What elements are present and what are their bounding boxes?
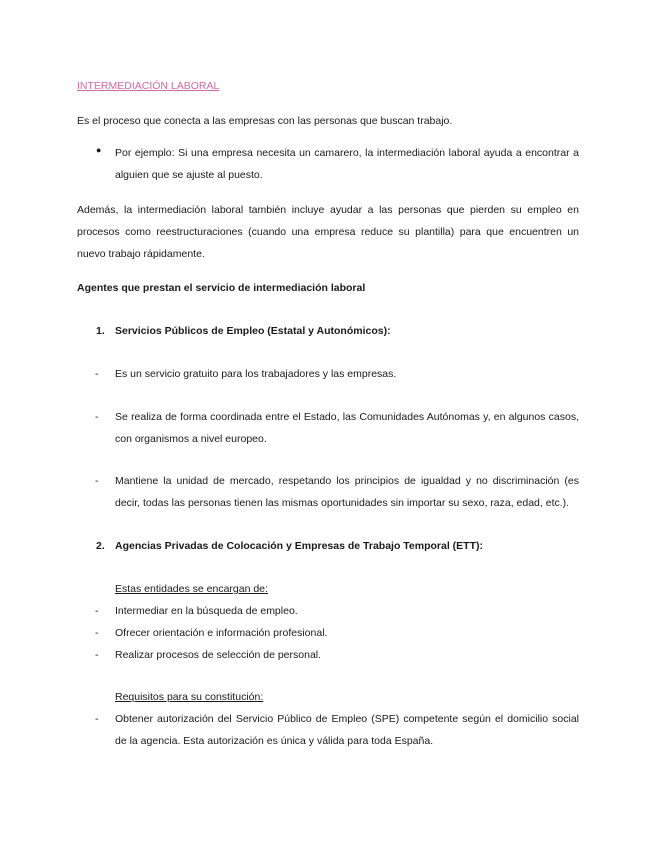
- requirement-item: Obtener autorización del Servicio Público de Empleo (SPE) competente según el domicilio social de la agencia. Esta autorización es única y válida para toda España.: [115, 713, 579, 747]
- section1-heading: Servicios Públicos de Empleo (Estatal y Autonómicos):: [115, 325, 391, 337]
- list-dash: -: [95, 627, 99, 639]
- task-item: Intermediar en la búsqueda de empleo.: [115, 605, 298, 617]
- task-item: Realizar procesos de selección de personal.: [115, 649, 322, 661]
- section1-item: Mantiene la unidad de mercado, respetando los principios de igualdad y no discriminación (es decir, todas las personas tienen las mismas oportunidades sin importar su sexo, raza, edad, etc.).: [115, 475, 579, 509]
- section1-item: Es un servicio gratuito para los trabajadores y las empresas.: [115, 368, 397, 380]
- section2-heading: Agencias Privadas de Colocación y Empresas de Trabajo Temporal (ETT):: [115, 540, 484, 552]
- tasks-heading-text: Estas entidades se encargan de:: [115, 583, 268, 595]
- list-dash: -: [95, 649, 99, 661]
- example-bullet-text: Por ejemplo: Si una empresa necesita un camarero, la intermediación laboral ayuda a encontrar a alguien que se ajuste al puesto.: [115, 147, 579, 181]
- section1-number: 1.: [96, 325, 105, 337]
- list-dash: -: [95, 713, 99, 725]
- list-dash: -: [95, 411, 99, 423]
- list-dash: -: [95, 475, 99, 487]
- tasks-heading: [115, 578, 579, 600]
- document-title: INTERMEDIACIÓN LABORAL: [77, 80, 220, 92]
- section1-item: Se realiza de forma coordinada entre el Estado, las Comunidades Autónomas y, en algunos casos, con organismos a nivel europeo.: [115, 411, 579, 445]
- requirements-heading-text: Requisitos para su constitución:: [115, 691, 264, 703]
- ademas-paragraph: Además, la intermediación laboral también incluye ayudar a las personas que pierden su empleo en procesos como reestructuraciones (cuando una empresa reduce su plantilla) para que encuentren un nuevo trabajo rápidamente.: [77, 204, 579, 260]
- agents-heading: Agentes que prestan el servicio de intermediación laboral: [77, 282, 366, 294]
- section2-number: 2.: [96, 540, 105, 552]
- task-item: Ofrecer orientación e información profesional.: [115, 627, 328, 639]
- requirements-heading: [115, 686, 579, 708]
- bullet-marker: ●: [96, 145, 102, 155]
- list-dash: -: [95, 368, 99, 380]
- list-dash: -: [95, 605, 99, 617]
- intro-paragraph: Es el proceso que conecta a las empresas con las personas que buscan trabajo.: [77, 115, 453, 127]
